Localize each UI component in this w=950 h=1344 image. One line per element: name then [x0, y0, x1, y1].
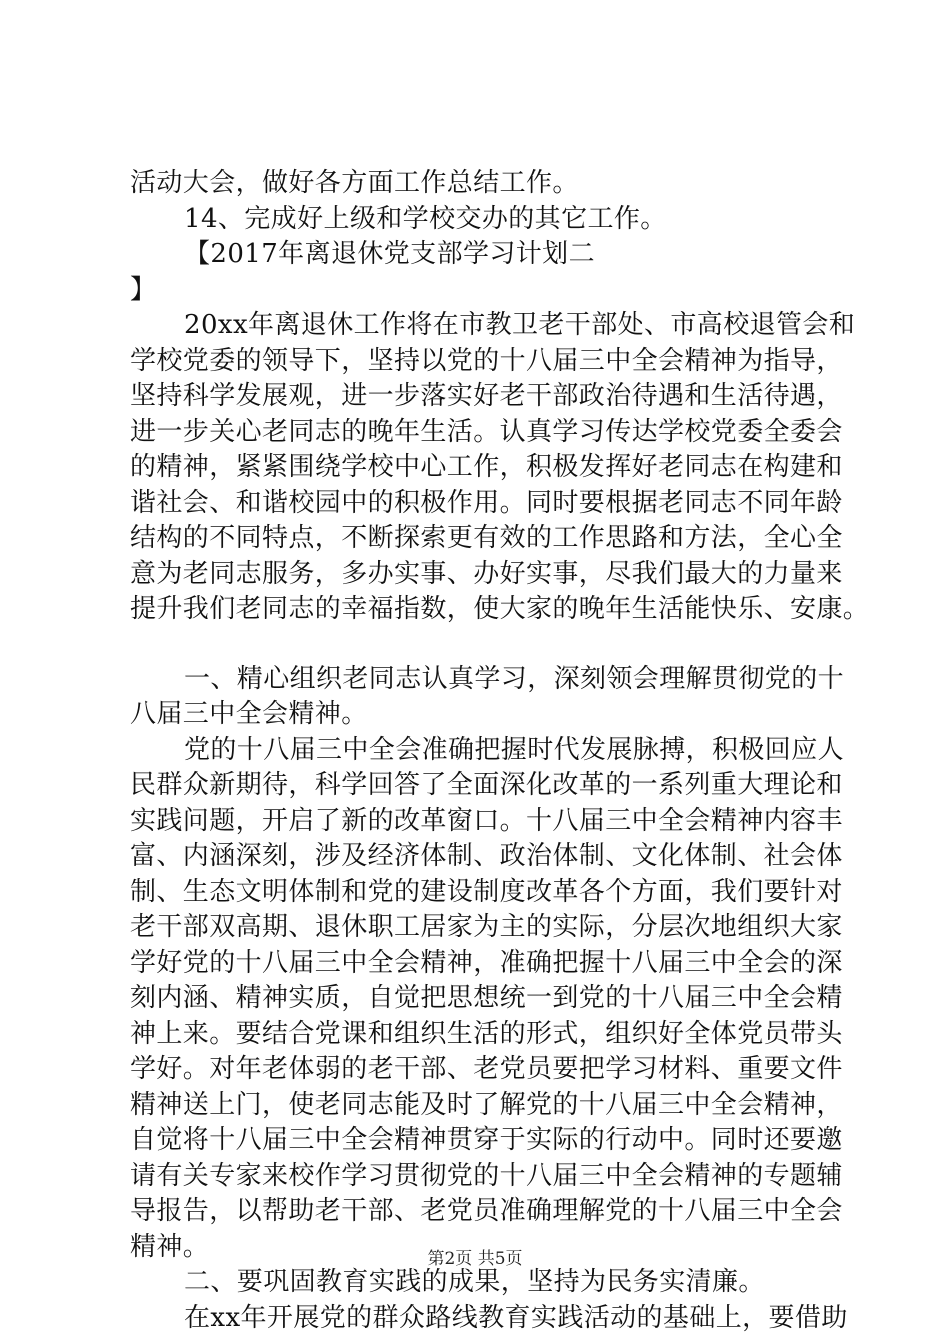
text-line: 自觉将十八届三中全会精神贯穿于实际的行动中。同时还要邀	[130, 1125, 843, 1155]
text-line: 意为老同志服务，多办实事、办好实事，尽我们最大的力量来	[130, 558, 843, 589]
text-line: 老干部双高期、退休职工居家为主的实际，分层次地组织大家	[130, 912, 843, 942]
text-line: 导报告，以帮助老干部、老党员准确理解党的十八届三中全会	[130, 1196, 843, 1226]
text-line: 精神。	[130, 1231, 210, 1262]
text-line: 在xx年开展党的群众路线教育实践活动的基础上，要借助	[184, 1302, 848, 1333]
paragraph	[130, 237, 830, 308]
text-line: 民群众新期待，科学回答了全面深化改革的一系列重大理论和	[130, 770, 843, 800]
text-line: 制、生态文明体制和党的建设制度改革各个方面，我们要针对	[130, 876, 843, 907]
text-line: 实践问题，开启了新的改革窗口。十八届三中全会精神内容丰	[130, 805, 843, 836]
text-line: 二、要巩固教育实践的成果，坚持为民务实清廉。	[184, 1267, 765, 1297]
text-line: 提升我们老同志的幸福指数，使大家的晚年生活能快乐、安康。	[130, 594, 870, 624]
text-line: 请有关专家来校作学习贯彻党的十八届三中全会精神的专题辅	[130, 1160, 843, 1191]
text-line: 学好。对年老体弱的老干部、老党员要把学习材料、重要文件	[130, 1054, 843, 1084]
text-line: 学好党的十八届三中全会精神，准确把握十八届三中全会的深	[130, 947, 843, 978]
text-line: 精神送上门，使老同志能及时了解党的十八届三中全会精神，	[130, 1089, 843, 1120]
text-line: 学校党委的领导下，坚持以党的十八届三中全会精神为指导，	[130, 345, 843, 376]
paragraph	[130, 308, 870, 628]
text-line: 刻内涵、精神实质，自觉把思想统一到党的十八届三中全会精	[130, 983, 843, 1013]
document-body	[130, 166, 870, 1336]
text-line: 八届三中全会精神。	[130, 699, 368, 729]
text-line: 谐社会、和谐校园中的积极作用。同时要根据老同志不同年龄	[130, 487, 843, 518]
paragraph	[130, 662, 845, 733]
paragraph	[130, 166, 830, 202]
text-line: 【2017年离退休党支部学习计划二	[184, 239, 595, 269]
paragraph-gap	[130, 628, 830, 662]
text-line: 神上来。要结合党课和组织生活的形式，组织好全体党员带头	[130, 1018, 843, 1049]
page-footer: 第2页 共5页	[427, 1249, 523, 1269]
text-line: 进一步关心老同志的晚年生活。认真学习传达学校党委全委会	[130, 416, 843, 447]
text-line: 活动大会，做好各方面工作总结工作。	[130, 168, 579, 198]
text-line: 14、完成好上级和学校交办的其它工作。	[184, 203, 667, 234]
paragraph	[130, 202, 830, 238]
text-line: 党的十八届三中全会准确把握时代发展脉搏，积极回应人	[184, 734, 845, 765]
paragraph	[130, 733, 845, 1266]
text-line: 结构的不同特点，不断探索更有效的工作思路和方法，全心全	[130, 523, 843, 553]
text-line: 坚持科学发展观，进一步落实好老干部政治待遇和生活待遇，	[130, 381, 843, 411]
text-line: 的精神，紧紧围绕学校中心工作，积极发挥好老同志在构建和	[130, 452, 843, 482]
text-line: 富、内涵深刻，涉及经济体制、政治体制、文化体制、社会体	[130, 841, 843, 871]
paragraph	[130, 1265, 830, 1301]
text-line: 20xx年离退休工作将在市教卫老干部处、市高校退管会和	[184, 310, 856, 340]
paragraph	[130, 1301, 848, 1337]
text-line: 一、精心组织老同志认真学习，深刻领会理解贯彻党的十	[184, 663, 845, 694]
text-line: 】	[130, 274, 157, 305]
